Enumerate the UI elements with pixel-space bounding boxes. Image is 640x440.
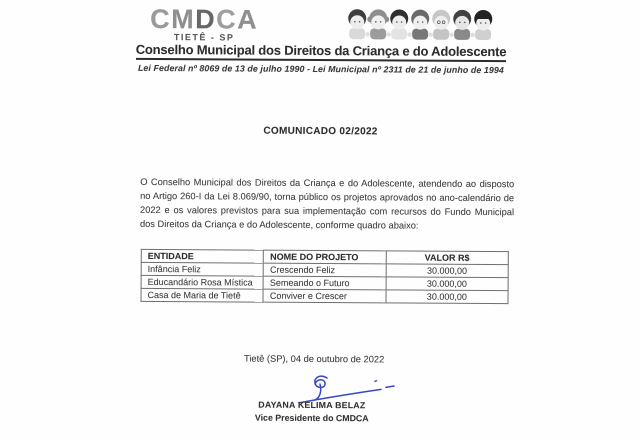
col-header-valor: VALOR R$ [386,251,508,265]
cell-valor: 30.000,00 [386,277,508,291]
signer-role: Vice Presidente do CMDCA [254,412,369,424]
logo-letter: D [195,4,217,35]
body-paragraph: O Conselho Municipal dos Direitos da Criança e do Adolescente, atendendo ao disposto no Artigo 260-I da Lei 8.069/90, torna público os projetos aprovados no ano-calendário de 2022 e os valores previstos para sua implementação com recursos do Fundo Municipal dos Direitos da Criança e do Adolescente, conforme quadro abaixo: [139,176,515,231]
org-title: Conselho Municipal dos Direitos da Criança e do Adolescente [136,42,507,62]
logo-letter: M [171,4,196,35]
signature-stroke [386,386,394,388]
cell-projeto: Crescendo Feliz [263,263,385,277]
cell-entidade: Educandário Rosa Mística [141,275,263,289]
date-line: Tietê (SP), 04 de outubro de 2022 [243,353,385,365]
col-header-projeto: NOME DO PROJETO [264,250,386,264]
projects-table [140,249,508,304]
signature-block [0,398,625,425]
logo-letter: C [216,4,238,35]
cmdca-logo-text [144,3,264,35]
logo-letter: A [237,4,259,35]
document-heading: COMUNICADO 02/2022 [263,125,378,138]
col-header-entidade: ENTIDADE [141,249,263,263]
logo-letter: C [150,3,172,35]
children-illustration [346,5,498,42]
cmdca-logo [144,3,264,43]
cell-entidade: Infância Feliz [141,262,263,276]
cell-valor: 30.000,00 [386,290,508,304]
signer-name: DAYANA KELIMA BELAZ [258,399,366,411]
cell-projeto: Conviver e Crescer [263,289,385,303]
cell-valor: 30.000,00 [386,264,508,278]
table-row [141,288,508,303]
org-subtitle-laws: Lei Federal nº 8069 de 13 de julho 1990 - Lei Municipal nº 2311 de 21 de junho de 1994 [137,62,504,76]
cell-entidade: Casa de Maria de Tietê [141,288,263,302]
cell-projeto: Semeando o Futuro [263,276,385,290]
logo-city-label: TIETÊ - SP [173,32,235,43]
signature-stroke [375,381,377,382]
